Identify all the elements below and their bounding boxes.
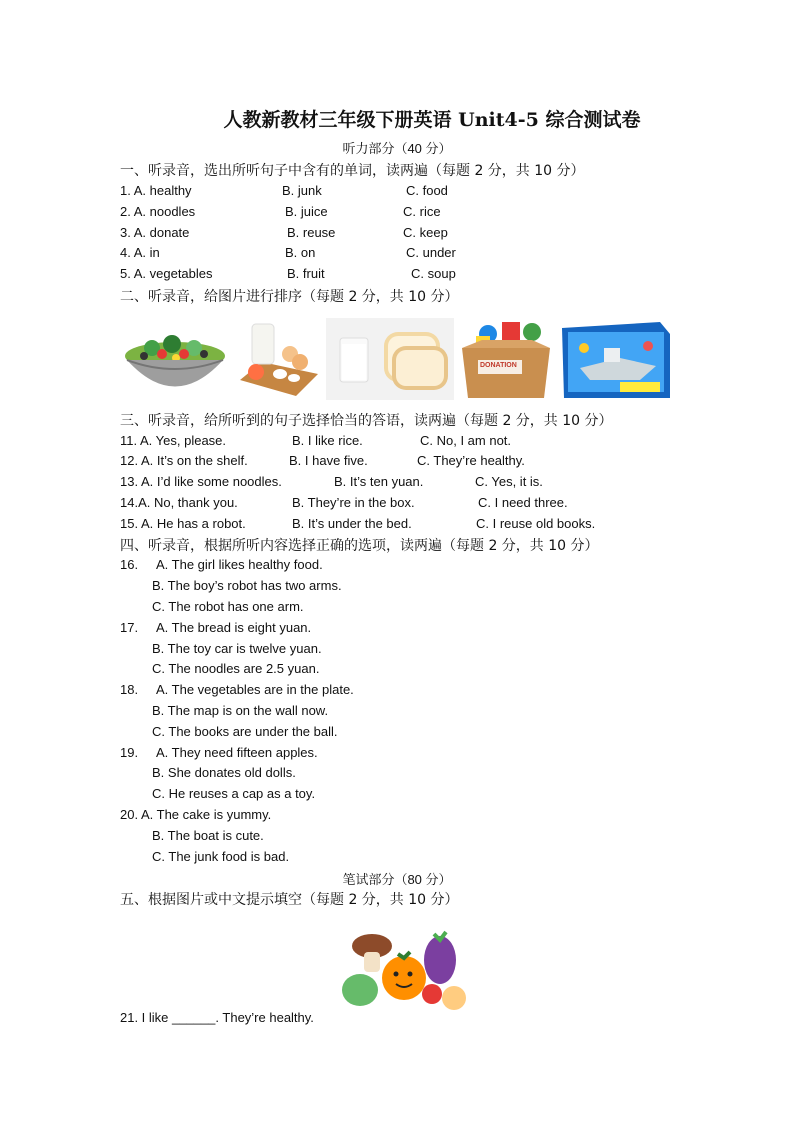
q4-b: B. on [285, 245, 316, 260]
q16-num: 16. [120, 557, 139, 572]
q3-c: C. keep [403, 225, 448, 240]
q17-b: B. The toy car is twelve yuan. [152, 641, 322, 656]
q2-a: 2. A. noodles [120, 204, 196, 219]
toy-boat-box-image [560, 318, 672, 400]
q5-b: B. fruit [287, 266, 325, 281]
q19-num: 19. [120, 745, 139, 760]
page-title: 人教新教材三年级下册英语 Unit4-5 综合测试卷 [223, 109, 641, 131]
question-21: 21. I like ______. They’re healthy. [120, 1010, 314, 1025]
section-3-heading: 三、听录音，给所听到的句子选择恰当的答语，读两遍（每题 2 分，共 10 分） [120, 413, 613, 429]
section-2-heading: 二、听录音，给图片进行排序（每题 2 分，共 10 分） [120, 289, 459, 305]
q3-b: B. reuse [287, 225, 336, 240]
q16-a: A. The girl likes healthy food. [156, 557, 323, 572]
q16-c: C. The robot has one arm. [152, 599, 304, 614]
q5-a: 5. A. vegetables [120, 266, 213, 281]
q1-a: 1. A. healthy [120, 183, 192, 198]
q13-c: C. Yes, it is. [475, 474, 543, 489]
q14-b: B. They’re in the box. [292, 495, 415, 510]
q3-a: 3. A. donate [120, 225, 190, 240]
q17-c: C. The noodles are 2.5 yuan. [152, 661, 320, 676]
q12-b: B. I have five. [289, 453, 368, 468]
q4-c: C. under [406, 245, 456, 260]
q16-b: B. The boy’s robot has two arms. [152, 578, 342, 593]
milk-bread-image [326, 318, 454, 400]
q17-num: 17. [120, 620, 139, 635]
listening-header: 听力部分（40 分） [342, 141, 452, 156]
q1-c: C. food [406, 183, 448, 198]
section-1-heading: 一、听录音，选出所听句子中含有的单词，读两遍（每题 2 分，共 10 分） [120, 163, 585, 179]
section-4-heading: 四、听录音，根据所听内容选择正确的选项，读两遍（每题 2 分，共 10 分） [120, 538, 599, 554]
q19-c: C. He reuses a cap as a toy. [152, 786, 316, 801]
q14-c: C. I need three. [478, 495, 568, 510]
q14-a: 14.A. No, thank you. [120, 495, 238, 510]
q20-a: 20. A. The cake is yummy. [120, 807, 272, 822]
q2-c: C. rice [403, 204, 441, 219]
q18-c: C. The books are under the ball. [152, 724, 338, 739]
q15-a: 15. A. He has a robot. [120, 516, 246, 531]
q20-c: C. The junk food is bad. [152, 849, 290, 864]
breakfast-board-image [236, 318, 320, 400]
q18-a: A. The vegetables are in the plate. [156, 682, 354, 697]
q13-a: 13. A. I’d like some noodles. [120, 474, 282, 489]
q4-a: 4. A. in [120, 245, 160, 260]
section-5-heading: 五、根据图片或中文提示填空（每题 2 分，共 10 分） [120, 892, 459, 908]
q15-c: C. I reuse old books. [476, 516, 596, 531]
q18-num: 18. [120, 682, 139, 697]
q18-b: B. The map is on the wall now. [152, 703, 329, 718]
salad-bowl-image [122, 318, 228, 400]
donation-box-image [458, 318, 554, 400]
q17-a: A. The bread is eight yuan. [156, 620, 312, 635]
q13-b: B. It’s ten yuan. [334, 474, 424, 489]
q2-b: B. juice [285, 204, 328, 219]
q11-c: C. No, I am not. [420, 433, 512, 448]
q12-a: 12. A. It’s on the shelf. [120, 453, 248, 468]
q19-a: A. They need fifteen apples. [156, 745, 318, 760]
q11-a: 11. A. Yes, please. [120, 433, 227, 448]
donation-label: DONATION [480, 362, 517, 369]
writing-header: 笔试部分（80 分） [342, 872, 452, 887]
q12-c: C. They’re healthy. [417, 453, 525, 468]
q15-b: B. It’s under the bed. [292, 516, 412, 531]
q5-c: C. soup [411, 266, 456, 281]
vegetables-cartoon-image [338, 928, 474, 1016]
q20-b: B. The boat is cute. [152, 828, 264, 843]
q11-b: B. I like rice. [292, 433, 363, 448]
q1-b: B. junk [282, 183, 322, 198]
q19-b: B. She donates old dolls. [152, 765, 296, 780]
